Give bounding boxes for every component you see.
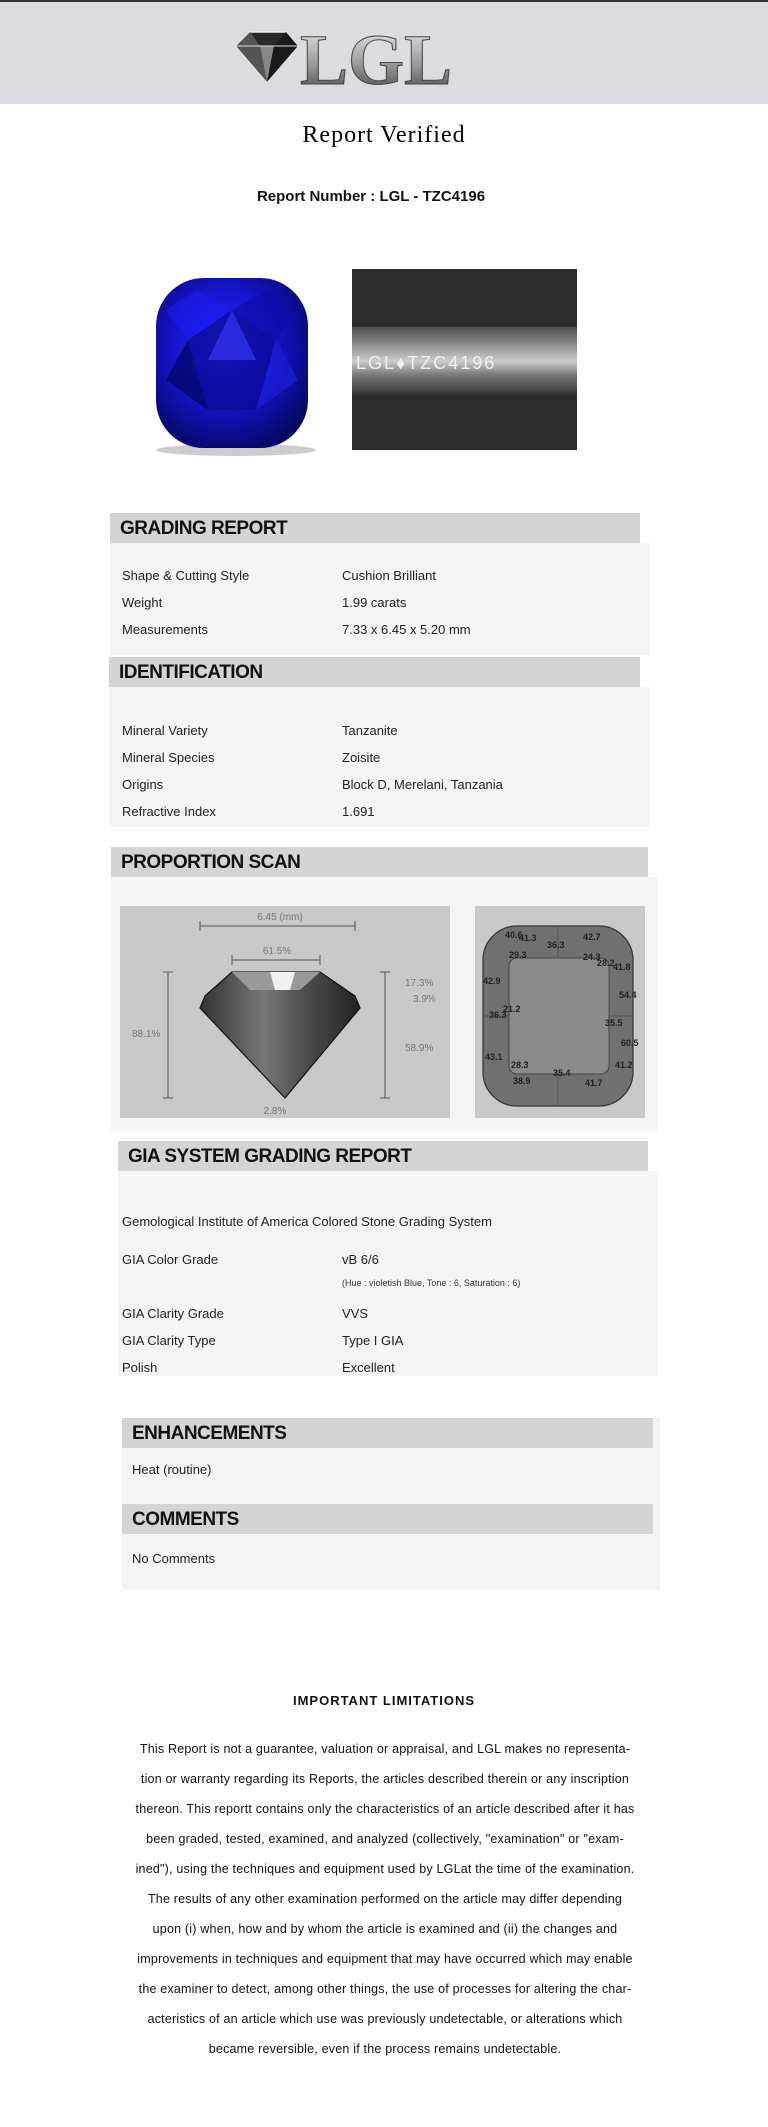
refractive-index-label: Refractive Index [122,804,216,819]
svg-text:6.45 (mm): 6.45 (mm) [257,912,303,923]
shape-value: Cushion Brilliant [342,568,436,583]
shape-label: Shape & Cutting Style [122,568,250,583]
svg-text:2.8%: 2.8% [263,1106,287,1117]
svg-text:24.3: 24.3 [583,952,601,962]
svg-text:28.3: 28.3 [511,1060,529,1070]
enhancements-header [122,1418,653,1448]
limitations-line: improvements in techniques and equipment that may have occurred which may enable [137,1952,633,1966]
svg-text:42.7: 42.7 [583,932,601,942]
svg-text:41.8: 41.8 [613,962,631,972]
gia-header [118,1141,648,1171]
gia-clarity-grade-label: GIA Clarity Grade [122,1306,224,1321]
limitations-line: tion or warranty regarding its Reports, the articles described therein or any inscription [140,1772,630,1786]
svg-text:58.9%: 58.9% [405,1043,434,1054]
polish-label: Polish [122,1360,158,1375]
measurements-label: Measurements [122,622,208,637]
limitations-title: IMPORTANT LIMITATIONS [292,1693,476,1708]
proportion-scan-header [111,847,648,877]
limitations-line: The results of any other examination performed on the article may differ depending [147,1892,623,1906]
mineral-variety-value: Tanzanite [342,723,398,738]
svg-text:41.7: 41.7 [585,1078,603,1088]
gem-photo [136,270,326,460]
side-profile-diagram [120,906,450,1118]
identification-title: IDENTIFICATION [119,662,263,683]
svg-text:61.5%: 61.5% [262,946,292,957]
enhancements-title: ENHANCEMENTS [132,1423,287,1444]
limitations-line: thereon. This reportt contains only the characteristics of an article described after it has [135,1802,635,1816]
gia-title: GIA SYSTEM GRADING REPORT [128,1146,412,1167]
limitations-text [120,1734,650,2064]
svg-text:LGL: LGL [300,20,453,96]
report-number: Report Number : LGL - TZC4196 [256,188,486,205]
limitations-line: acteristics of an article which use was previously undetectable, or alterations which [147,2012,623,2026]
identification-header [109,657,640,687]
svg-text:41.3: 41.3 [519,933,537,943]
gia-subtitle: Gemological Institute of America Colored Stone Grading System [122,1214,492,1229]
svg-text:29.3: 29.3 [509,950,527,960]
limitations-line: the examiner to detect, among other things, the use of processes for altering the char- [138,1982,632,1996]
origins-value: Block D, Merelani, Tanzania [342,777,503,792]
limitations-line: ined"), using the techniques and equipment used by LGLat the time of the examination. [135,1862,635,1876]
svg-text:3.9%: 3.9% [413,994,436,1005]
svg-text:35.4: 35.4 [553,1068,571,1078]
top-view-diagram [475,906,645,1118]
svg-text:40.6: 40.6 [505,930,523,940]
svg-text:35.5: 35.5 [605,1018,623,1028]
grading-report-header [110,513,640,543]
enhancements-value: Heat (routine) [132,1462,212,1477]
svg-text:60.5: 60.5 [621,1038,639,1048]
svg-text:54.4: 54.4 [619,990,637,1000]
weight-label: Weight [122,595,163,610]
polish-value: Excellent [342,1360,395,1375]
svg-text:42.9: 42.9 [483,976,501,986]
lgl-logo[interactable] [230,10,490,96]
proportion-scan-title: PROPORTION SCAN [121,852,301,873]
limitations-line: This Report is not a guarantee, valuation or appraisal, and LGL makes no representa- [139,1742,631,1756]
svg-text:17.3%: 17.3% [405,978,434,989]
gia-color-value: vB 6/6 [342,1252,379,1267]
gia-color-label: GIA Color Grade [122,1252,219,1267]
svg-text:21.2: 21.2 [503,1004,521,1014]
svg-text:43.1: 43.1 [485,1052,503,1062]
grading-report-title: GRADING REPORT [120,518,288,539]
gia-clarity-type-label: GIA Clarity Type [122,1333,216,1348]
diamond-logo-icon [230,10,490,96]
svg-text:36.3: 36.3 [489,1010,507,1020]
inscription-photo [352,269,577,450]
svg-text:88.1%: 88.1% [132,1029,161,1040]
mineral-species-label: Mineral Species [122,750,215,765]
comments-value: No Comments [132,1551,216,1566]
svg-text:LGL♦TZC4196: LGL♦TZC4196 [356,353,497,373]
gia-color-note: (Hue : violetish Blue, Tone : 6, Saturation : 6) [342,1278,521,1288]
svg-text:38.9: 38.9 [513,1076,531,1086]
gia-clarity-grade-value: VVS [342,1306,369,1321]
refractive-index-value: 1.691 [342,804,375,819]
limitations-line: upon (i) when, how and by whom the article is examined and (ii) the changes and [152,1922,618,1936]
weight-value: 1.99 carats [342,595,407,610]
limitations-line: became reversible, even if the process remains undetectable. [208,2042,562,2056]
mineral-variety-label: Mineral Variety [122,723,208,738]
comments-title: COMMENTS [132,1509,239,1530]
gia-clarity-type-value: Type I GIA [342,1333,404,1348]
svg-text:36.3: 36.3 [547,940,565,950]
limitations-line: been graded, tested, examined, and analyzed (collectively, "examination" or "exam- [146,1832,624,1846]
origins-label: Origins [122,777,164,792]
comments-header [122,1504,653,1534]
mineral-species-value: Zoisite [342,750,381,765]
svg-text:28.2: 28.2 [597,958,615,968]
svg-text:41.2: 41.2 [615,1060,633,1070]
page-title: Report Verified [302,122,466,148]
measurements-value: 7.33 x 6.45 x 5.20 mm [342,622,471,637]
